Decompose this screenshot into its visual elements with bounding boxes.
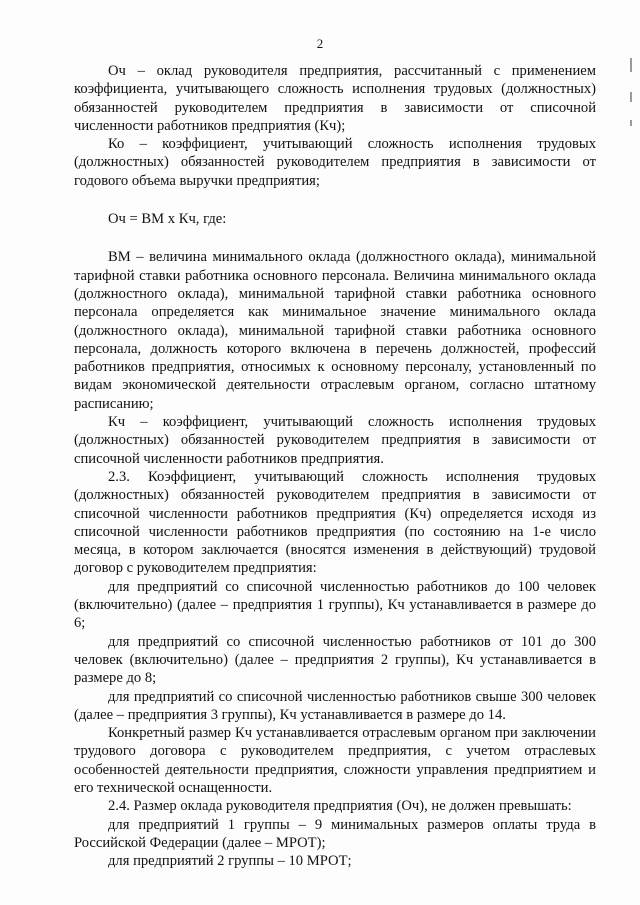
document-body (74, 62, 596, 870)
group-2-rule: для предприятий со списочной численностью работников от 101 до 300 человек (включительно) (далее – предприятия 2 группы), Кч устанавливается в размере до 8; (74, 633, 596, 687)
formula-och: Оч = ВМ х Кч, где: (108, 211, 227, 228)
paragraph-specific-size: Конкретный размер Кч устанавливается отраслевым органом при заключении трудового договора с руководителем предприятия, с учетом отраслевых особенностей деятельности предприятия, сложности управления предприятием и его технической оснащенности. (74, 725, 596, 796)
scan-edge-mark (630, 58, 632, 72)
scan-edge-mark (630, 92, 632, 102)
scan-edge-mark (630, 120, 632, 126)
paragraph-vm-definition: ВМ – величина минимального оклада (должностного оклада), минимальной тарифной ставки работника основного персонала. Величина минимального оклада (должностного оклада), минимальной тарифной ставки работника основного персонала определяется как минимальное значение минимального оклада (должностного оклада), минимальной тарифной ставки работника основного персонала, должность которого включена в перечень должностей, профессий работников предприятия, относимых к основному персоналу, установленный по видам экономической деятельности отраслевым органом, согласно штатному расписанию; (74, 249, 596, 412)
paragraph-kch-definition: Кч – коэффициент, учитывающий сложность исполнения трудовых (должностных) обязанностей руководителем предприятия в зависимости от списочной численности работников предприятия. (74, 414, 596, 467)
group-1-rule: для предприятий со списочной численностью работников до 100 человек (включительно) (далее – предприятия 1 группы), Кч устанавливается в размере до 6; (74, 578, 596, 632)
section-2-4: 2.4. Размер оклада руководителя предприятия (Оч), не должен превышать: (108, 798, 572, 815)
section-2-3: 2.3. Коэффициент, учитывающий сложность исполнения трудовых (должностных) обязанностей руководителем предприятия в зависимости от списочной численности работников предприятия (Кч) определяется исходя из списочной численности работников предприятия (по состоянию на 1-е число месяца, в котором заключается (вносятся изменения в действующий) трудовой договор с руководителем предприятия: (74, 468, 596, 577)
limit-group-2: для предприятий 2 группы – 10 МРОТ; (108, 853, 352, 870)
group-3-rule: для предприятий со списочной численностью работников свыше 300 человек (далее – предприятия 3 группы), Кч устанавливается в размере до 14. (74, 688, 596, 723)
paragraph-ko-definition: Ко – коэффициент, учитывающий сложность исполнения трудовых (должностных) обязанностей руководителем предприятия в зависимости от годового объема выручки предприятия; (74, 136, 596, 189)
limit-group-1: для предприятий 1 группы – 9 минимальных размеров оплаты труда в Российской Федерации (далее – МРОТ); (74, 816, 596, 851)
page-number: 2 (316, 36, 324, 51)
paragraph-och-definition: Оч – оклад руководителя предприятия, рассчитанный с применением коэффициента, учитывающего сложность исполнения трудовых (должностных) обязанностей руководителем предприятия в зависимости от списочной численности работников предприятия (Кч); (74, 63, 596, 134)
